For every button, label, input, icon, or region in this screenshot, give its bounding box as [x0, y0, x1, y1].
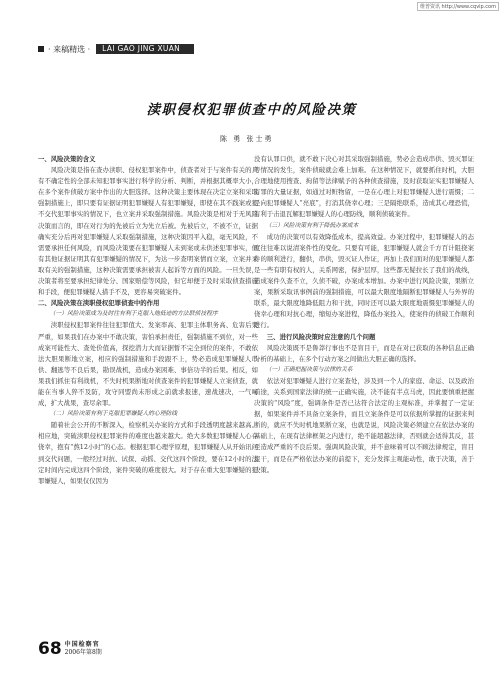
journal-name: 中国检察官 — [64, 641, 100, 648]
column-pinyin: LAI GAO JING XUAN — [96, 44, 194, 54]
page-footer — [38, 641, 102, 658]
column-label: · 来稿精选 · — [48, 44, 91, 54]
journal-info — [65, 641, 102, 656]
left-column — [38, 154, 258, 487]
body-paragraph: 没有认罪口供，就不敢下决心对其采取强制措施，势必会造成串供、毁灭罪证等情况的发生，案件侦破就会难上加难。在这种情况下，就要抓住时机，大胆合理地使用搜查、拘留等法律赋予的各种侦查措施，及时获取证实犯罪嫌疑人有罪的大量证据，如通过对赃物留，一是在心理上对犯罪嫌疑人进行震慑；二是向犯罪嫌疑人“亮底”，打消其侥幸心理；三是隔绝联系，造成其心理恐慌，有利于击退瓦解犯罪嫌疑人的心理防线，顺利侦破案件。 — [254, 155, 474, 219]
right-column — [254, 154, 474, 476]
square-bullet-icon — [38, 46, 44, 52]
article-title: 渎职侵权犯罪侦查中的风险决策 — [146, 102, 357, 118]
subsection-heading: （三）风险决策有利于降低办案成本 — [265, 222, 359, 229]
article-authors: 陈 勇 张士勇 — [220, 135, 274, 143]
body-paragraph: 成功的决策可以有效降低成本，提高效益。办案过程中，犯罪嫌疑人的态度往往难以说清案件性的变化。只要有可能，犯罪嫌疑人就会千方百计阻挠案件的顺利进行，翻供，串供，毁灭证人作证，再加上我们面对的犯罪嫌疑人都是一些有职有权的人，关系网密，保护层厚，这些都无疑拉长了我们的战线，造成案件久查不立，久侦不破，办案成本增加。办案中进行风险决策，果断立案，果断采取讯事例前的强制措施，可以最大限度地隔断犯罪嫌疑人与外界的联系，最大限度地降低阻力和干扰，同时还可以最大限度地震慑犯罪嫌疑人的侥幸心理和对抗心理，缩短办案进程，降低办案投入，使案件的侦破工作顺利进行。 — [254, 232, 474, 330]
page-number: 68 — [38, 639, 62, 659]
subsection-heading: （一）正确把握决策与法律的关系 — [265, 366, 353, 373]
column-header — [38, 44, 194, 54]
body-paragraph: 渎职侵权犯罪案件往往犯罪值大、发案率高、犯罪主体职务高、危害后果严重，如果我们在办案中不敢决策，害怕承担责任，强制措施不到位，对一些成案可能性大、查处价值高，探挖潜力大而证据暂不完全到位的案件，不敢依法大胆果断地立案，相应的强制措施和手段跟不上，势必造成犯罪嫌疑人串供、翻逃等不良后果，勘误战机，造成办案困难、事倍功半的后果。相反，如果我们抓住有利战机，不失时机果断地对侦查案件的犯罪嫌疑人立案侦查，就能在当事人猝不及防，攻守同盟尚未形成之前就求报速，速战速决，一气呵成，扩大战果，查尽余罪。 — [38, 321, 258, 408]
body-paragraph: 风险决策是指在查办渎职、侵权犯罪案件中，侦查者对于与案件有关的具有不确定性的全部未知犯罪事实进行科学的分析、判断，并根据其概率大小，在多个案件侦破方案中作出的大胆选择。这种决策主要体现在决定立案和采取强制措施上，即只要有证据证明犯罪嫌疑人有犯罪嫌疑，即使在其不践案或犯不交代犯罪事实的情况下，也立案并采取强制措施。风险决策是相对于无风险决策而言的，即在对行为的先被后立为先立后被。先被后立，不被不立，证据确实充分后再对犯罪嫌疑人采取强制措施，这种决策因平入稳，毫无风险，不需要承担任何风险，而风险决策要在犯罪嫌疑人未到案或未供述犯罪事实，但有其他证据证明其有犯罪嫌疑的情况下，为达一步查明案情而立案，立案并采取有关的强制措施，这种决策需要承担被害人起诉等方面的风险。一旦失误，决策者将至要承担纪律处分、国家赔偿等风险，但它却便于及时采取侦查措施和手段，便犯罪嫌疑人措手不及，更容易突破案件。 — [38, 166, 258, 297]
body-paragraph: 依法对犯罪嫌疑人进行立案查处，涉及到一个人的家庭、命运、以及政治前途，关系到国家法律的统一正确实施，决不能有半点马虎，因此要慎重把握决策的“风险”度，强调条件是否已达符合法定的主观标准，并掌握了一定证据，如果案件并不具备立案条件，而且立案条件是可以依据所掌握的证据来判断的，就应不失时机地果断立案，也就是说，风险决策必须建立在依法办案的基础上，在现有法律框架之内进行，绝不能超越法律，否则就会适得其反，甚至造成严重的不良后果。强调风险决策，并不意味着可以不顾法律规定，盲目蛮干，而是在严格依法办案的前提下，充分发挥主观能动性，敢于决策，善于决策。 — [254, 376, 474, 474]
body-paragraph: 风险决策既不是鲁莽行事也不是盲目干，而是在对已获取的各种信息正确分析的基础上，在多个行动方案之间做出大胆正确的选择。 — [254, 343, 474, 363]
subsection-heading: （二）风险决策有利于克服犯罪嫌疑人的心理防线 — [49, 411, 178, 418]
section-heading: 二、风险决策在渎职侵权犯罪侦查中的作用 — [38, 299, 160, 308]
section-heading: 三、进行风险决策时应注意的几个问题 — [266, 332, 376, 341]
section-heading: 一、风险决策的含义 — [38, 155, 96, 163]
source-badge: 维普资讯 http://www.cqvip.com — [417, 2, 499, 11]
subsection-heading: （一）风险决策成为及时往有利于克服入地低迹的方法联侦技程序 — [49, 311, 218, 318]
journal-issue: 2006年第8期 — [64, 648, 102, 656]
body-paragraph: 随着社会公开的不断深入，检察机关办案的方式和手段透明度越来越高。相应地，突破渎职侵权犯罪案件的难度也越来越大。绝大多数犯罪嫌疑人心存侥幸，抱有“熬12小时”的心态。根据犯罪心理学原理，犯罪嫌疑人从开始讯问到交代问题，一般经过对抗、试探、动摇、交代这四个阶段，要在12小时的法定时间内完成这四个阶段，案件突破的难度很大。对于存在重大犯罪嫌疑的犯罪嫌疑人，如果仅仅因为 — [38, 421, 258, 485]
